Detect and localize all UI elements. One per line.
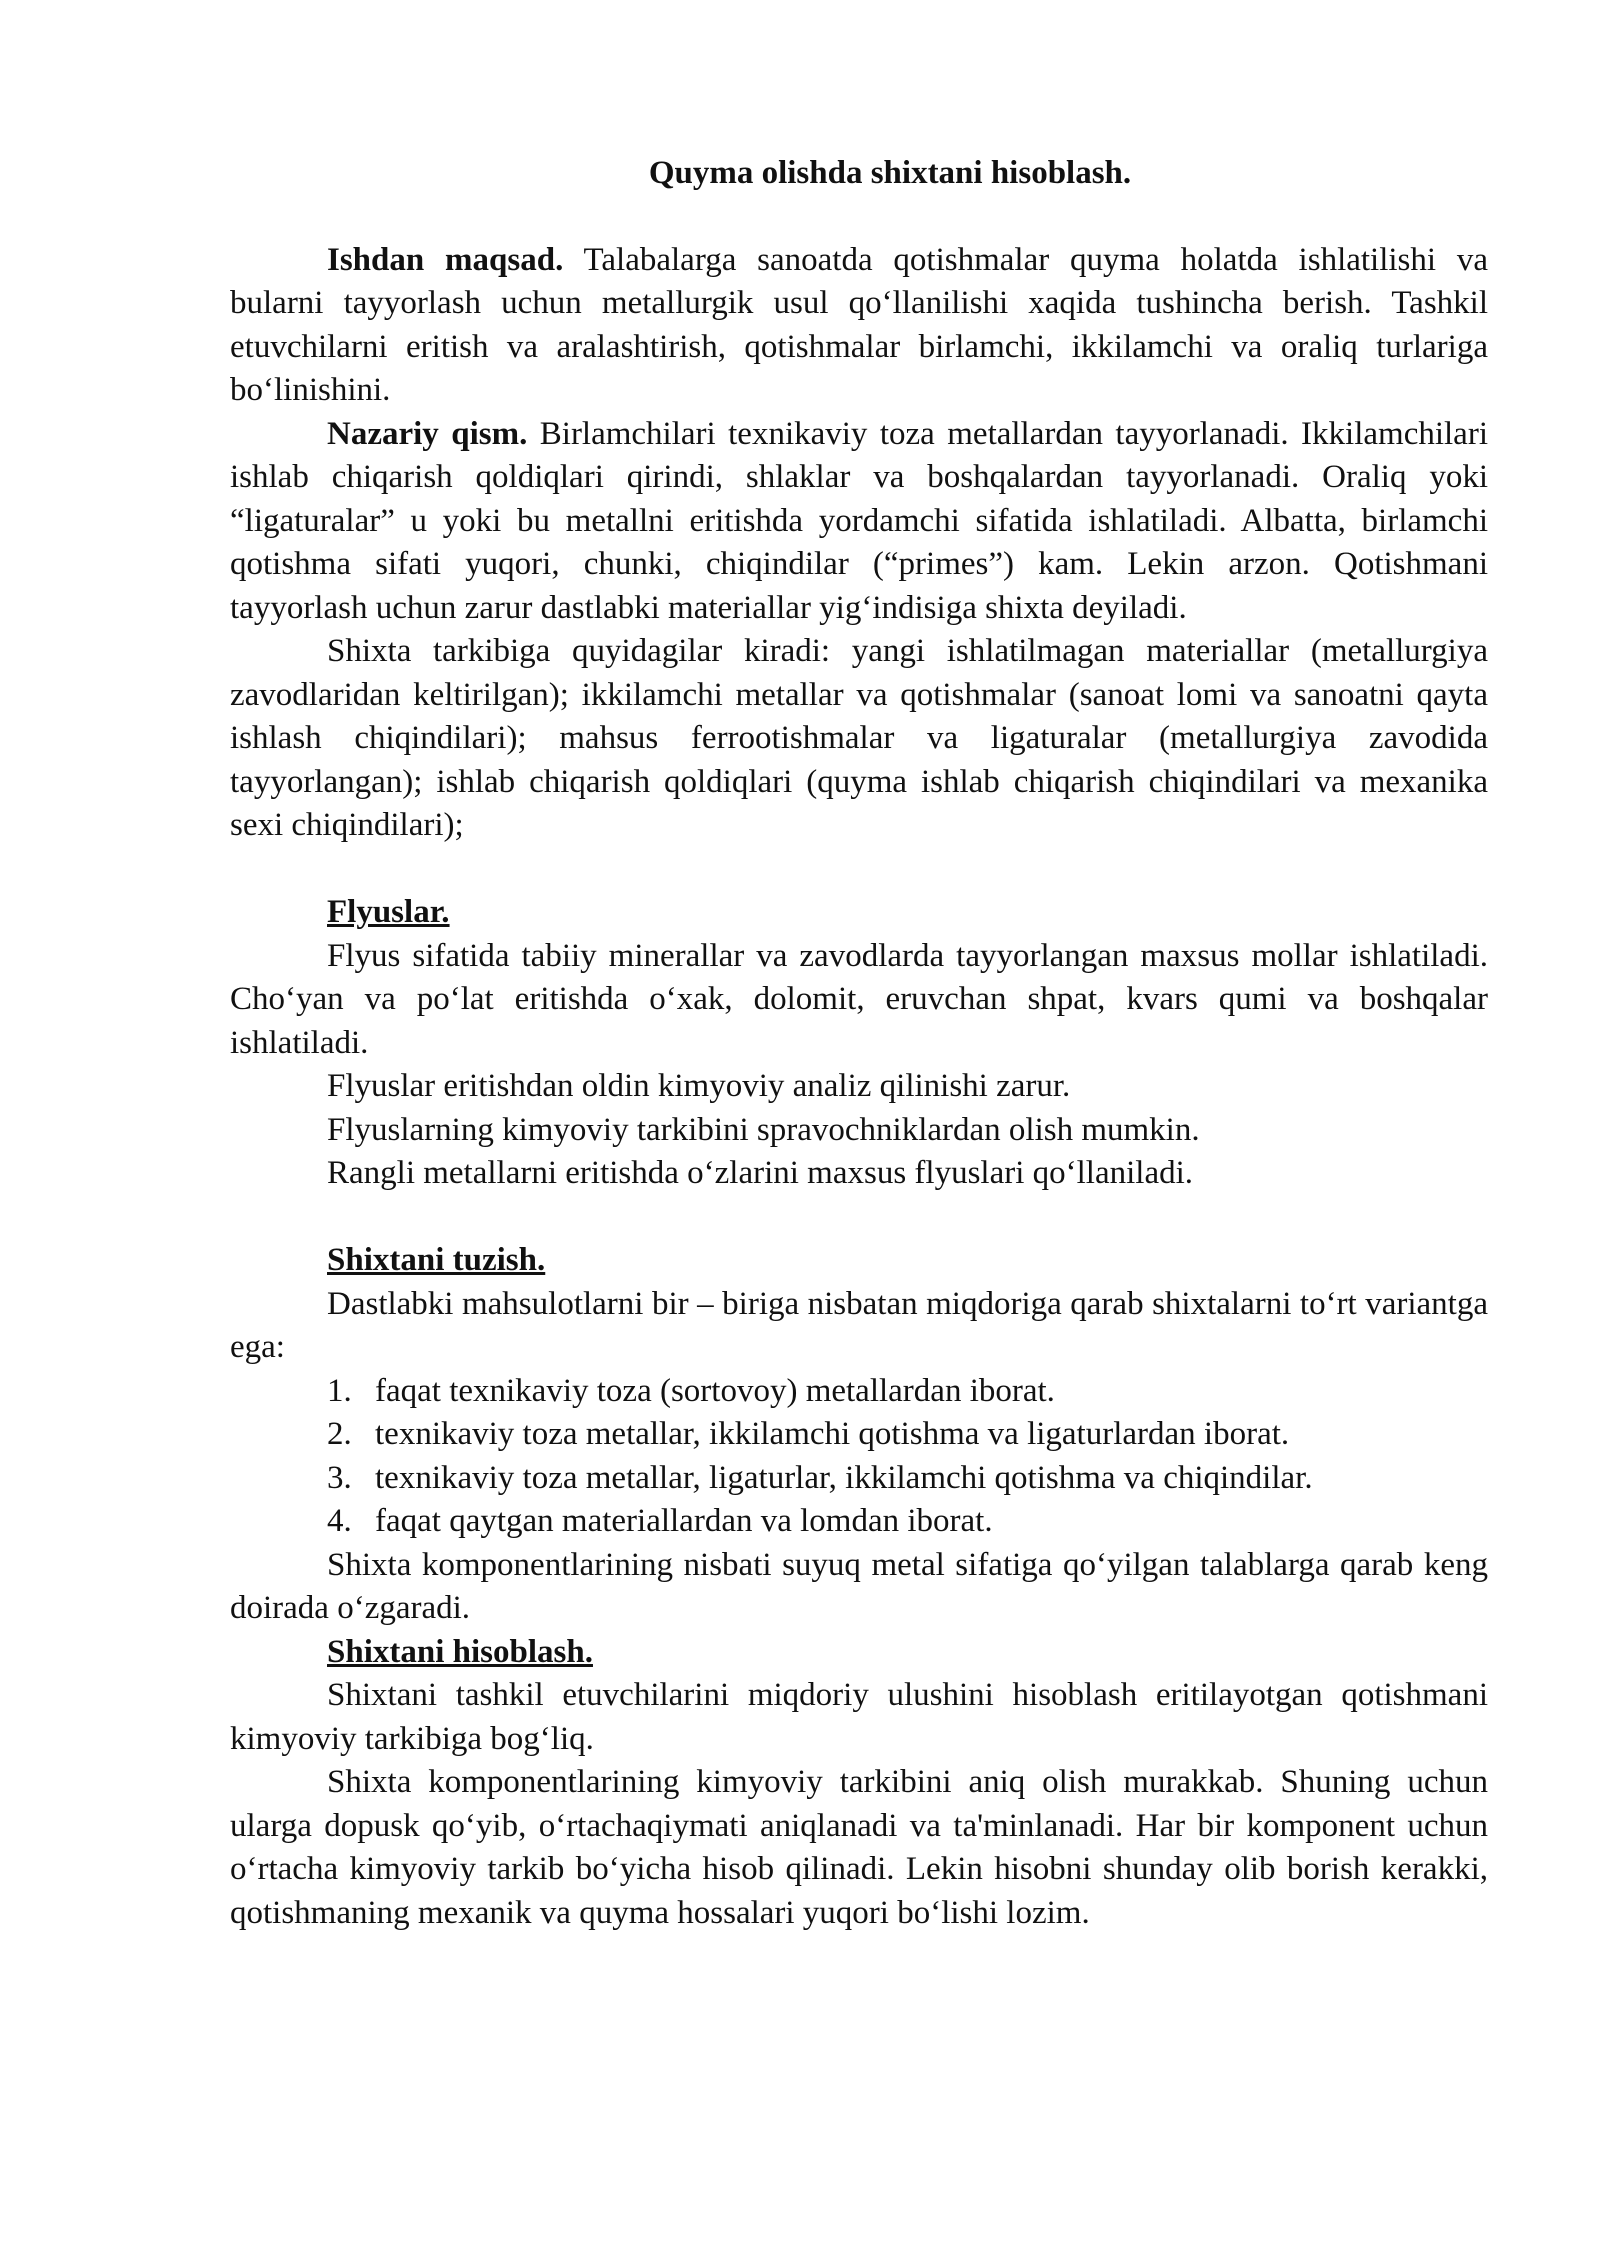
calculation-heading: Shixtani hisoblash.: [327, 1633, 593, 1670]
calculation-paragraph: Shixta komponentlarining kimyoviy tarkibini aniq olish murakkab. Shuning uchun ularga dopusk qo‘yib, o‘rtachaqiymati aniqlanadi va ta'minlanadi. Har bir komponent uchun o‘rtacha kimyoviy tarkib bo‘yicha hisob qilinadi. Lekin hisobni shunday olib borish kerakki, qotishmaning mexanik va quyma hossalari yuqori bo‘lishi lozim.: [230, 1764, 1488, 1931]
theory-label: Nazariy qism.: [327, 415, 528, 452]
list-item-text: faqat texnikaviy toza (sortovoy) metallardan iborat.: [375, 1372, 1055, 1409]
goal-text: Talabalarga sanoatda qotishmalar quyma holatda ishlatilishi va bularni tayyorlash uchun metallurgik usul qo‘llanilishi xaqida tushincha berish. Tashkil etuvchilarni eritish va aralashtirish, qotishmalar birlamchi, ikkilamchi va oraliq turlariga bo‘linishini.: [230, 241, 1489, 408]
composing-heading: Shixtani tuzish.: [327, 1242, 546, 1278]
list-item: [230, 1457, 1488, 1501]
composition-paragraph: Shixta tarkibiga quyidagilar kiradi: yangi ishlatilmagan materiallar (metallurgiya zavodlaridan keltirilgan); ikkilamchi metallar va qotishmalar (sanoat lomi va sanoatni qayta ishlash chiqindilari); mahsus ferrootishmalar va ligaturalar (metallurgiya zavodida tayyorlangan); ishlab chiqarish qoldiqlari (quyma ishlab chiqarish chiqindilari va mexanika sexi chiqindilari);: [230, 633, 1488, 843]
theory-paragraph: [230, 413, 1488, 631]
theory-text: Birlamchilari texnikaviy toza metallardan tayyorlanadi. Ikkilamchilari ishlab chiqarish qoldiqlari qirindi, shlaklar va boshqalardan tayyorlanadi. Oraliq yoki “ligaturalar” u yoki bu metallni eritishda yordamchi sifatida ishlatiladi. Albatta, birlamchi qotishma sifati yuqori, chunki, chiqindilar (“primes”) kam. Lekin arzon. Qotishmani tayyorlash uchun zarur dastlabki materiallar yig‘indisiga shixta deyiladi.: [230, 415, 1488, 626]
flux-paragraph: Flyus sifatida tabiiy minerallar va zavodlarda tayyorlangan maxsus mollar ishlatiladi. Cho‘yan va po‘lat eritishda o‘xak, dolomit, eruvchan shpat, kvars qumi va boshqalar ishlatiladi.: [230, 937, 1488, 1061]
calculation-paragraph: Shixtani tashkil etuvchilarini miqdoriy ulushini hisoblash eritilayotgan qotishmani kimyoviy tarkibiga bog‘liq.: [230, 1677, 1488, 1757]
goal-label: Ishdan maqsad.: [327, 241, 564, 278]
flux-paragraph: Flyuslarning kimyoviy tarkibini spravochniklardan olish mumkin.: [327, 1111, 1200, 1148]
list-item-text: texnikaviy toza metallar, ligaturlar, ikkilamchi qotishma va chiqindilar.: [375, 1459, 1313, 1496]
list-item-number: 3.: [327, 1459, 352, 1496]
list-item: [230, 1370, 1488, 1414]
flux-heading: Flyuslar.: [327, 894, 450, 930]
list-item-number: 2.: [327, 1416, 352, 1452]
document-page: [230, 152, 1488, 1935]
variant-list: [230, 1370, 1488, 1544]
composing-intro: Dastlabki mahsulotlarni bir – biriga nisbatan miqdoriga qarab shixtalarni to‘rt variantga ega:: [230, 1285, 1488, 1365]
list-item-number: 1.: [327, 1372, 352, 1409]
list-item-text: texnikaviy toza metallar, ikkilamchi qotishma va ligaturlardan iborat.: [375, 1416, 1290, 1452]
section-spacer: [230, 848, 1488, 892]
section-spacer: [230, 1196, 1488, 1240]
list-item: [230, 1500, 1488, 1544]
list-item: [230, 1413, 1488, 1457]
composing-outro: Shixta komponentlarining nisbati suyuq metal sifatiga qo‘yilgan talablarga qarab keng doirada o‘zgaradi.: [230, 1546, 1488, 1626]
document-title: Quyma olishda shixtani hisoblash.: [648, 155, 1132, 191]
list-item-number: 4.: [327, 1503, 352, 1539]
flux-paragraph: Flyuslar eritishdan oldin kimyoviy analiz qilinishi zarur.: [327, 1068, 1071, 1104]
flux-paragraph: Rangli metallarni eritishda o‘zlarini maxsus flyuslari qo‘llaniladi.: [327, 1155, 1194, 1191]
list-item-text: faqat qaytgan materiallardan va lomdan iborat.: [375, 1503, 993, 1539]
goal-paragraph: [230, 239, 1488, 413]
